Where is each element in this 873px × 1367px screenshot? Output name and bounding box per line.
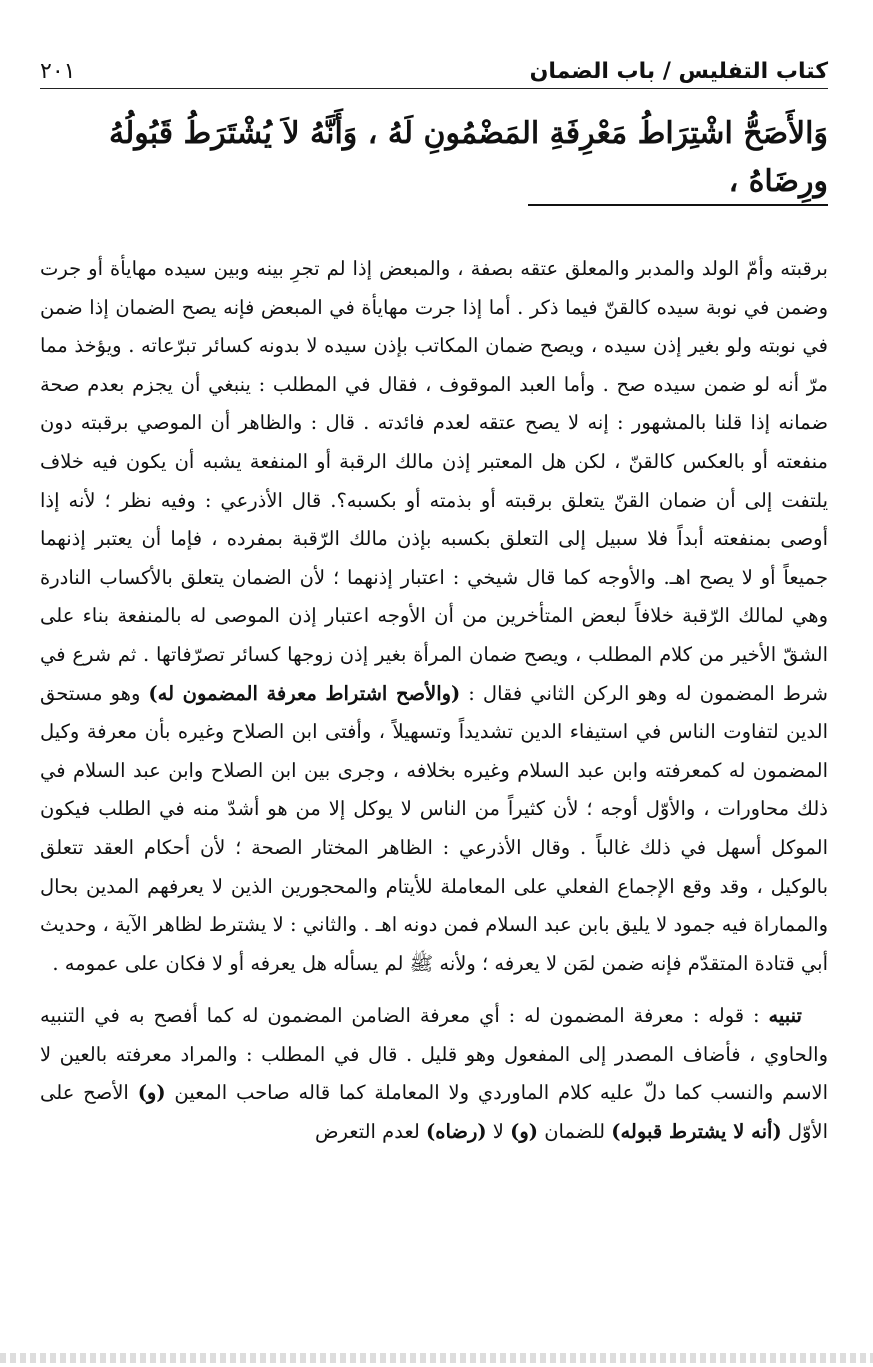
- quoted-matn: (أنه لا يشترط قبوله): [611, 1120, 782, 1144]
- page-header: [40, 50, 828, 89]
- quoted-matn: (و): [510, 1120, 538, 1144]
- commentary-paragraph-1: [40, 250, 828, 983]
- quoted-matn: (و): [137, 1081, 166, 1105]
- commentary-paragraph-2: [40, 997, 828, 1151]
- scan-border-decoration: [0, 1353, 873, 1363]
- commentary-text: لا: [486, 1120, 511, 1144]
- separator-line: [528, 204, 828, 206]
- commentary-text: برقبته وأمّ الولد والمدبر والمعلق عتقه بصفة ، والمبعض إذا لم تجرِ بينه وبين سيده مهايأة أو جرت وضمن في نوبة سيده كالقنّ فيما ذكر . أما إذا جرت مهايأة في المبعض فإنه يصح الضمان إذا ضمن في نوبته ولو بغير إذن سيده ، ويصح ضمان المكاتب بإذن سيده لا بدونه كسائر تبرّعاته . ويؤخذ مما مرّ أنه لو ضمن سيده صح . وأما العبد الموقوف ، فقال في المطلب : ينبغي أن يجزم بعدم صحة ضمانه إذا قلنا بالمشهور : إنه لا يصح عتقه لعدم فائدته . قال : والظاهر أن الموصي برقبته دون منفعته أو بالعكس كالقنّ ، لكن هل المعتبر إذن مالك الرقبة أو المنفعة يشبه أن يكون فيه خلاف يلتفت إلى أن ضمان القنّ يتعلق برقبته أو بذمته أو بكسبه؟. قال الأذرعي : وفيه نظر ؛ لأنه إذا أوصى بمنفعته أبداً فلا سبيل إلى التعلق بكسبه بإذن مالك الرّقبة بمفرده ، فإما أن يعتبر إذنهما جميعاً أو لا يصح اهـ. والأوجه كما قال شيخي : اعتبار إذنهما ؛ لأن الضمان يتعلق بالأكساب النادرة وهي لمالك الرّقبة خلافاً لبعض المتأخرين من أن الأوجه اعتبار إذن الموصى له بالمنفعة بناء على الشقّ الأخير من كلام المطلب ، ويصح ضمان المرأة بغير إذن زوجها كسائر تصرّفاتها . ثم شرع في شرط المضمون له وهو الركن الثاني فقال :: [40, 257, 828, 705]
- quoted-matn: (رضاه): [426, 1120, 487, 1144]
- main-text: وَالأَصَحُّ اشْتِرَاطُ مَعْرِفَةِ المَضْمُونِ لَهُ ، وَأَنَّهُ لاَ يُشْتَرَطُ قَبُولُهُ ورِضَاهُ ،: [108, 116, 828, 199]
- running-title: كتاب التفليس / باب الضمان: [529, 59, 828, 84]
- commentary-text: الأصح على الأوّل: [40, 1081, 828, 1144]
- quoted-matn: (والأصح اشتراط معرفة المضمون له): [148, 681, 461, 705]
- commentary-text: : قوله : معرفة المضمون له : أي معرفة الضامن المضمون له كما أفصح به في التنبيه والحاوي ، فأضاف المصدر إلى المفعول وهو قليل . قال في المطلب : والمراد معرفته بالعين لا الاسم والنسب كما دلّ عليه كلام الماوردي ولا المعاملة كما قاله صاحب المعين: [40, 1004, 828, 1105]
- commentary-text: للضمان: [538, 1120, 612, 1144]
- note-label: تنبيه: [768, 1004, 802, 1028]
- commentary: [40, 250, 828, 1152]
- page-number: ٢٠١: [40, 59, 76, 84]
- commentary-text: لعدم التعرض: [314, 1120, 426, 1144]
- commentary-text: وهو مستحق الدين لتفاوت الناس في استيفاء الدين تشديداً وتسهيلاً ، وأفتى ابن الصلاح وغيره بأن معرفة وكيل المضمون له كمعرفته وابن عبد السلام وغيره بخلافه ، وجرى بين ابن الصلاح وابن عبد السلام في ذلك محاورات ، والأوّل أوجه ؛ لأن كثيراً من الناس لا يوكل إلا من هو أشدّ منه في الطلب فيكون الموكل أسهل في ذلك غالباً . وقال الأذرعي : الظاهر المختار الصحة ؛ لأن أحكام العقد تتعلق بالوكيل ، وقد وقع الإجماع الفعلي على المعاملة للأيتام والمحجورين الذين لا يعرفهم المدين بحال والمماراة فيه جمود لا يليق بابن عبد السلام فمن دونه اهـ . والثاني : لا يشترط لظاهر الآية ، وحديث أبي قتادة المتقدّم فإنه ضمن لمَن لا يعرفه ؛ ولأنه ﷺ لم يسأله هل يعرفه أو لا فكان على عمومه .: [40, 681, 828, 975]
